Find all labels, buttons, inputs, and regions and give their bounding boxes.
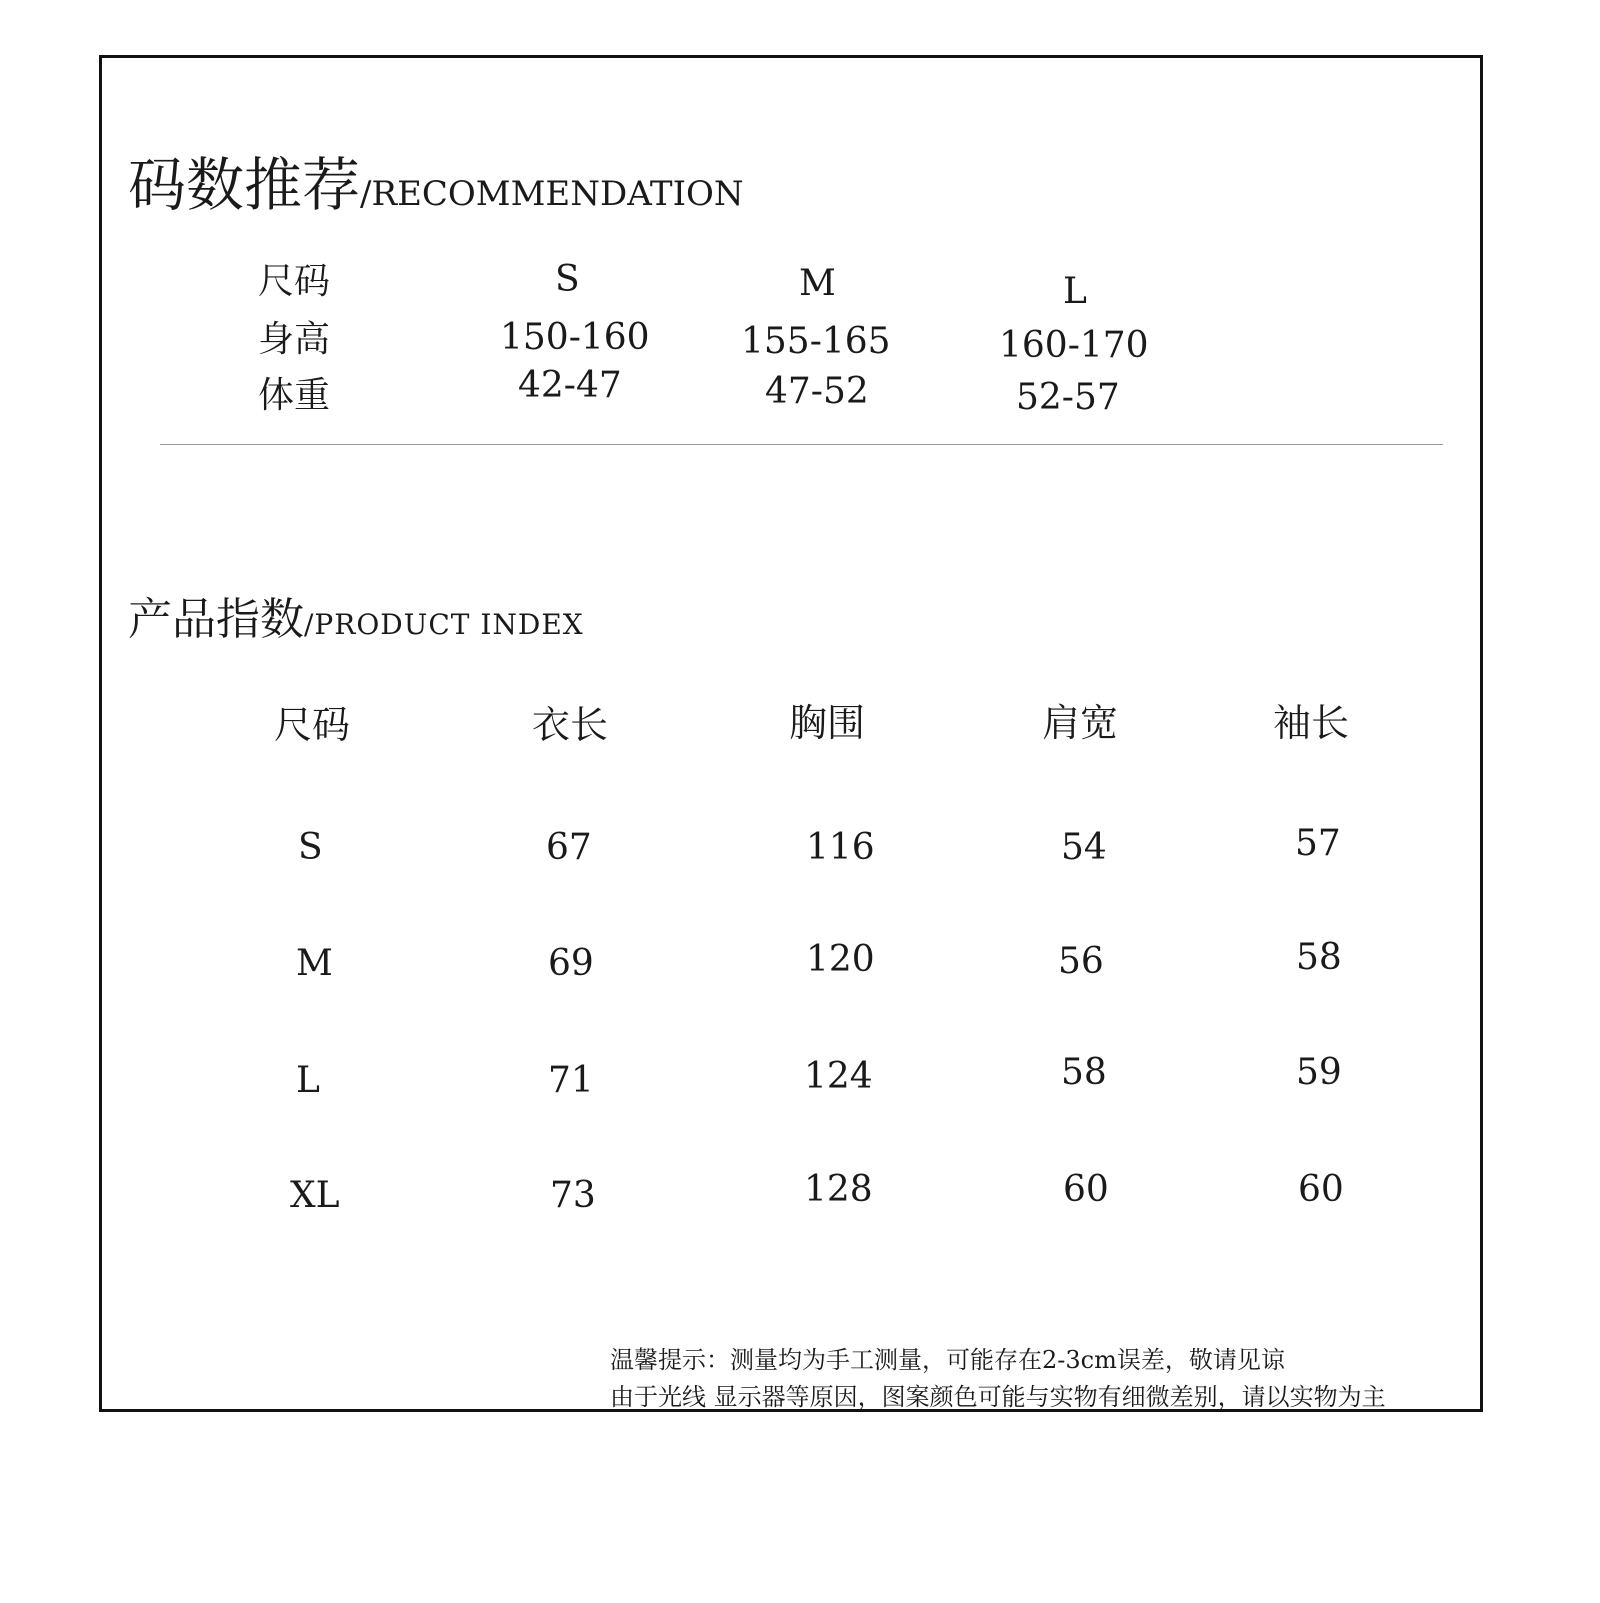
measurement-note: 温馨提示：测量均为手工测量，可能存在2-3cm误差，敬请见谅	[610, 1346, 1285, 1374]
index-row-l-chest: 124	[804, 1056, 873, 1097]
color-note: 由于光线 显示器等原因，图案颜色可能与实物有细微差别，请以实物为主	[610, 1383, 1386, 1411]
index-header-chest: 胸围	[789, 701, 866, 745]
recommendation-title-cn: 码数推荐	[128, 151, 361, 219]
rec-size-m: M	[799, 263, 836, 304]
rec-size-l: L	[1063, 271, 1087, 312]
recommendation-title-en: /RECOMMENDATION	[360, 174, 744, 214]
rec-height-m: 155-165	[741, 321, 891, 362]
product-index-title-cn: 产品指数	[128, 594, 304, 645]
index-row-m-length: 69	[548, 943, 594, 984]
rec-weight-s: 42-47	[518, 365, 622, 406]
rec-label-size: 尺码	[258, 261, 331, 302]
recommendation-title	[128, 151, 744, 219]
product-index-title	[128, 594, 584, 645]
rec-height-s: 150-160	[500, 317, 650, 358]
index-row-s-chest: 116	[806, 827, 875, 868]
index-header-size: 尺码	[274, 703, 351, 747]
index-row-l-sleeve: 59	[1296, 1052, 1342, 1093]
rec-size-s: S	[555, 259, 580, 300]
rec-height-l: 160-170	[999, 325, 1149, 366]
index-row-xl-length: 73	[550, 1175, 596, 1216]
index-header-sleeve: 袖长	[1273, 701, 1350, 745]
index-row-xl-size: XL	[290, 1175, 340, 1216]
index-row-xl-shoulder: 60	[1063, 1169, 1109, 1210]
index-header-shoulder: 肩宽	[1042, 701, 1119, 745]
index-row-m-shoulder: 56	[1058, 941, 1104, 982]
index-row-s-size: S	[298, 827, 323, 868]
index-row-l-length: 71	[548, 1060, 594, 1101]
rec-weight-l: 52-57	[1016, 377, 1120, 418]
index-row-s-shoulder: 54	[1061, 827, 1107, 868]
section-divider	[160, 444, 1443, 445]
rec-label-weight: 体重	[258, 375, 331, 416]
index-row-s-length: 67	[546, 827, 592, 868]
index-row-s-sleeve: 57	[1295, 823, 1341, 864]
index-row-m-chest: 120	[806, 939, 875, 980]
index-row-xl-sleeve: 60	[1298, 1169, 1344, 1210]
index-row-l-shoulder: 58	[1061, 1052, 1107, 1093]
index-header-length: 衣长	[532, 703, 609, 747]
rec-weight-m: 47-52	[765, 371, 869, 412]
product-index-title-en: /PRODUCT INDEX	[304, 608, 584, 641]
index-row-m-size: M	[296, 943, 333, 984]
rec-label-height: 身高	[258, 319, 331, 360]
index-row-xl-chest: 128	[804, 1169, 873, 1210]
index-row-l-size: L	[296, 1060, 320, 1101]
index-row-m-sleeve: 58	[1296, 937, 1342, 978]
